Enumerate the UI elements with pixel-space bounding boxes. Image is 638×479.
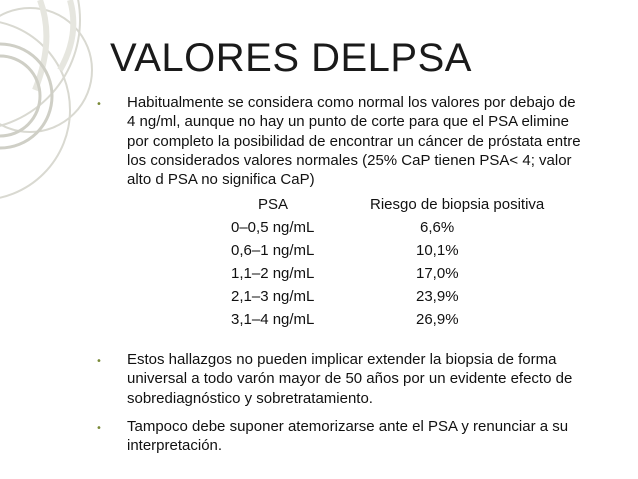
table-cell-risk: 23,9% (416, 288, 459, 305)
table-cell-risk: 17,0% (416, 265, 459, 282)
table-cell-risk: 26,9% (416, 311, 459, 328)
table-cell-psa: 1,1–2 ng/mL (231, 265, 315, 282)
table-cell-psa: 2,1–3 ng/mL (231, 288, 315, 305)
bullet-icon: • (96, 423, 102, 434)
table-cell-psa: 0–0,5 ng/mL (231, 219, 315, 236)
slide-title: VALORES DELPSA (110, 36, 472, 80)
paragraph-intro: Habitualmente se considera como normal los valores por debajo de 4 ng/ml, aunque no hay un punto de corte para que el PSA elimine por completo la posibilidad de encontrar un cáncer de próstata entre los considerados valores normales (25% CaP tienen PSA< 4; valor alto d PSA no significa CaP) (127, 94, 581, 189)
paragraph-interpretation: Tampoco debe suponer atemorizarse ante el PSA y renunciar a su interpretación. (127, 418, 569, 455)
table-header-risk: Riesgo de biopsia positiva (370, 196, 545, 213)
table-cell-psa: 0,6–1 ng/mL (231, 242, 315, 259)
paragraph-findings: Estos hallazgos no pueden implicar extender la biopsia de forma universal a todo varón mayor de 50 años por un evidente efecto de sobrediagnóstico y sobretratamiento. (127, 351, 573, 407)
bullet-icon: • (96, 99, 102, 110)
table-cell-risk: 6,6% (420, 219, 455, 236)
bullet-icon: • (96, 356, 102, 367)
table-cell-risk: 10,1% (416, 242, 459, 259)
table-cell-psa: 3,1–4 ng/mL (231, 311, 315, 328)
table-header-psa: PSA (258, 196, 289, 213)
